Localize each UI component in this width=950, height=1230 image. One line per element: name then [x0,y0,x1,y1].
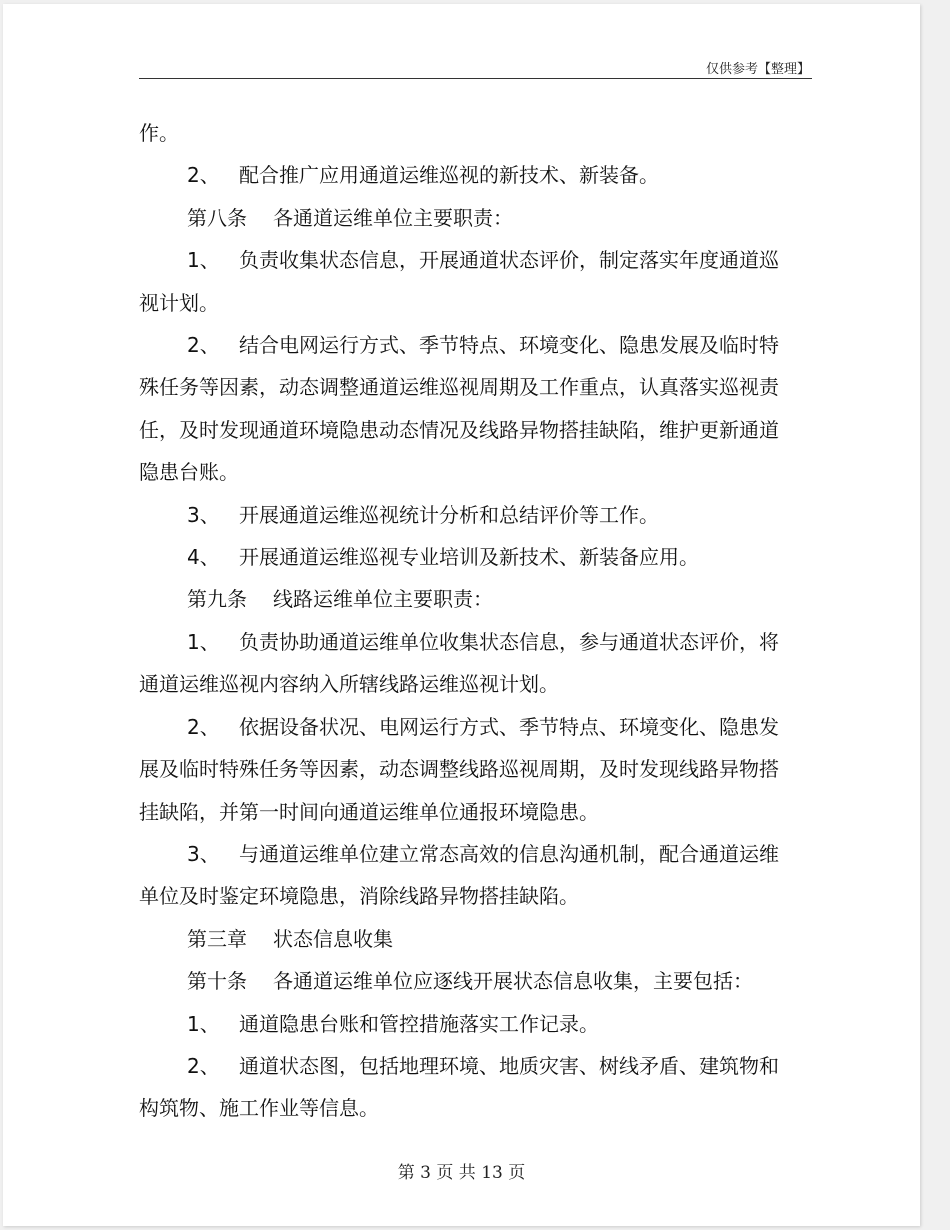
list-item [139,1003,779,1045]
article-heading [139,197,779,239]
item-number: 3、 [187,841,220,866]
article-text: 线路运维单位主要职责： [273,587,493,612]
item-text: 负责协助通道运维单位收集状态信息，参与通道状态评价，将通道运维巡视内容纳入所辖线路运维巡视计划。 [139,629,779,697]
item-number: 4、 [187,545,220,570]
item-text: 开展通道运维巡视专业培训及新技术、新装备应用。 [239,545,699,570]
list-item [139,154,779,196]
list-item [139,239,779,324]
page-header: 仅供参考【整理】 [705,62,810,77]
list-item [139,494,779,536]
item-text: 负责收集状态信息，开展通道状态评价，制定落实年度通道巡视计划。 [139,248,779,315]
article-number: 第八条 [187,205,247,230]
chapter-heading [139,918,779,960]
item-number: 3、 [187,502,220,527]
article-number: 第九条 [187,587,247,612]
list-item [139,324,779,494]
item-number: 2、 [187,1053,220,1078]
document-page [3,4,920,1226]
list-item [139,621,779,706]
list-item [139,833,779,918]
article-text: 各通道运维单位应逐线开展状态信息收集，主要包括： [273,969,753,994]
article-number: 第十条 [187,969,247,994]
paragraph [139,112,779,154]
page-footer: 第 3 页 共 13 页 [397,1163,526,1183]
paragraph-text: 作。 [139,121,179,145]
item-text: 依据设备状况、电网运行方式、季节特点、环境变化、隐患发展及临时特殊任务等因素，动态调整线路巡视周期，及时发现线路异物搭挂缺陷，并第一时间向通道运维单位通报环境隐患。 [139,714,779,824]
chapter-title: 状态信息收集 [273,926,393,951]
item-number: 1、 [187,1011,220,1036]
article-heading [139,960,779,1002]
item-number: 2、 [187,333,220,358]
item-text: 通道隐患台账和管控措施落实工作记录。 [239,1011,599,1036]
document-body [139,112,779,1130]
list-item [139,706,779,833]
list-item [139,536,779,578]
item-text: 与通道运维单位建立常态高效的信息沟通机制，配合通道运维单位及时鉴定环境隐患，消除线路异物搭挂缺陷。 [139,841,779,909]
item-number: 2、 [187,714,220,739]
item-number: 2、 [187,163,220,188]
item-text: 开展通道运维巡视统计分析和总结评价等工作。 [239,502,659,527]
item-text: 结合电网运行方式、季节特点、环境变化、隐患发展及临时特殊任务等因素，动态调整通道运维巡视周期及工作重点，认真落实巡视责任，及时发现通道环境隐患动态情况及线路异物搭挂缺陷，维护更新通道隐患台账。 [139,333,779,485]
item-text: 通道状态图，包括地理环境、地质灾害、树线矛盾、建筑物和构筑物、施工作业等信息。 [139,1053,779,1121]
item-number: 1、 [187,629,220,654]
item-text: 配合推广应用通道运维巡视的新技术、新装备。 [239,163,659,188]
item-number: 1、 [187,248,220,273]
list-item [139,1045,779,1130]
chapter-number: 第三章 [187,926,247,951]
article-text: 各通道运维单位主要职责： [273,205,513,230]
header-divider [139,78,812,79]
article-heading [139,578,779,620]
